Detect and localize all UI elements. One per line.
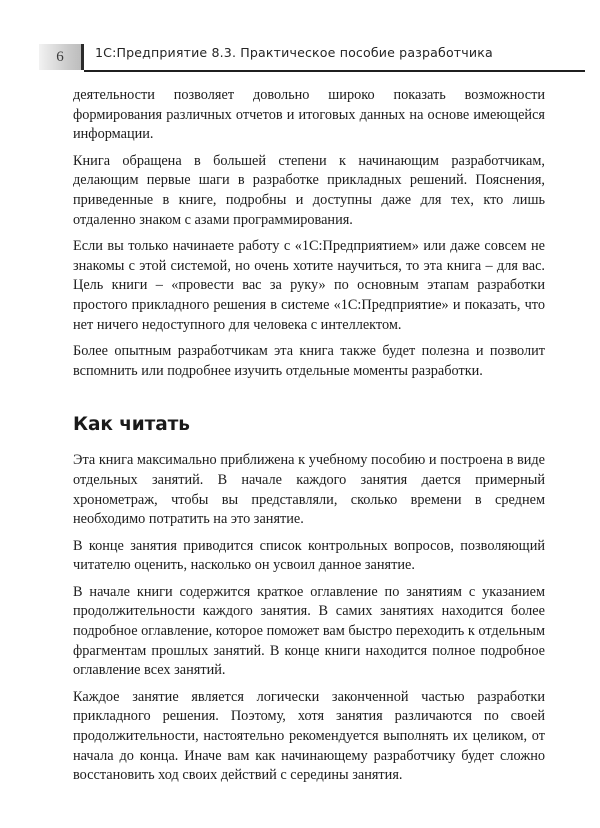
page-number: 6 (56, 49, 64, 65)
paragraph: Каждое занятие является логически законченной частью разработки прикладного решения. Поэтому, хотя занятия различаются по своей продолжительности, настоятельно рекомендуется выполнять их целиком, от начала до конца. Иначе вам как начинающему разработчику будет сложно восстановить ход своих действий с середины занятия. (73, 688, 545, 784)
paragraph: В конце занятия приводится список контрольных вопросов, позволяющий читателю оценить, насколько он усвоил данное занятие. (73, 537, 545, 574)
header-title: 1С:Предприятие 8.3. Практическое пособие разработчика (95, 45, 493, 60)
paragraph: Более опытным разработчикам эта книга также будет полезна и позволит вспомнить или подробнее изучить отдельные моменты разработки. (73, 343, 545, 379)
running-header (39, 44, 546, 76)
header-divider (84, 70, 585, 72)
paragraph: Эта книга максимально приближена к учебному пособию и построена в виде отдельных занятий. В начале каждого занятия дается примерный хронометраж, чтобы вы представляли, сколько времени в среднем необходимо потратить на это занятие. (73, 452, 545, 528)
paragraph: Если вы только начинаете работу с «1С:Предприятием» или даже совсем не знакомы с этой системой, но очень хотите научиться, то эта книга – для вас. Цель книги – «провести вас за руку» по основным этапам разработки простого прикладного решения в системе «1С:Предприятие» и показать, что нет ничего недоступного для человека с интеллектом. (73, 238, 545, 333)
paragraph: деятельности позволяет довольно широко показать возможности формирования различных отчетов и итоговых данных на основе имеющейся информации. (73, 87, 545, 143)
section-heading: Как читать (73, 414, 190, 436)
paragraph: В начале книги содержится краткое оглавление по занятиям с указанием продолжительности каждого занятия. В самих занятиях находится более подробное оглавление, которое поможет вам быстро переходить к отдельным фрагментам прошлых занятий. В конце книги находится полное подробное оглавление всех занятий. (73, 583, 545, 679)
section-heading-block (73, 388, 545, 451)
page-content (73, 86, 545, 786)
paragraph: Книга обращена в большей степени к начинающим разработчикам, делающим первые шаги в разработке прикладных решений. Пояснения, приведенные в книге, подробны и доступны даже для тех, кто лишь отдаленно знаком с азами программирования. (73, 152, 545, 228)
